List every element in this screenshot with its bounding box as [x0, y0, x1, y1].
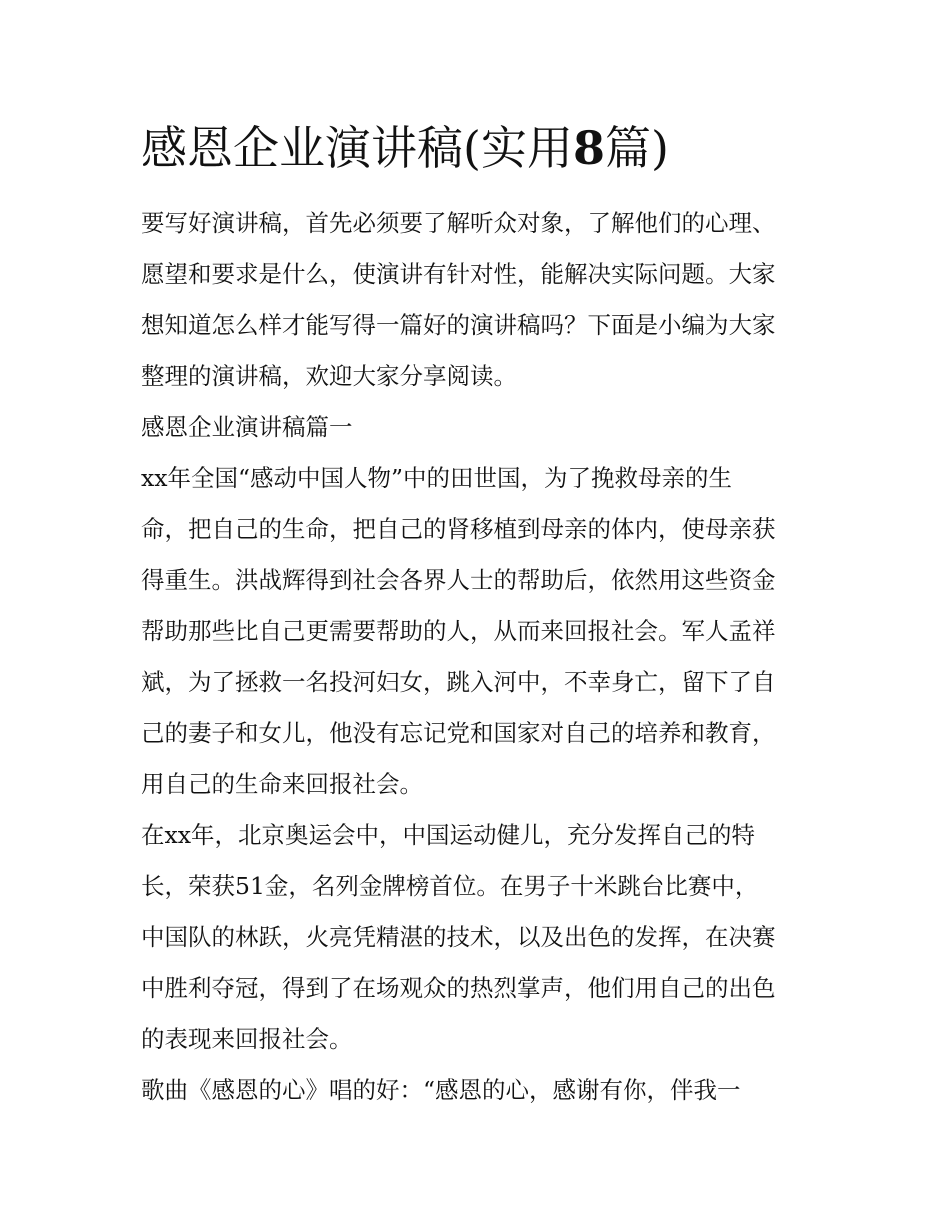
- section-heading: 感恩企业演讲稿篇一: [141, 413, 353, 441]
- text-line: 用自己的生命来回报社会。: [141, 770, 423, 798]
- text-line: 愿望和要求是什么，使演讲有针对性，能解决实际问题。大家: [141, 260, 776, 288]
- text-line: 中胜利夺冠，得到了在场观众的热烈掌声，他们用自己的出色: [141, 974, 776, 1002]
- document-text: [141, 198, 821, 1116]
- text-line: 歌曲《感恩的心》唱的好：“感恩的心，感谢有你，伴我一: [141, 1076, 741, 1104]
- title-text: 感恩企业演讲稿(实用: [141, 121, 573, 175]
- title-suffix: 篇): [604, 121, 669, 175]
- text-line: xx年全国“感动中国人物”中的田世国，为了挽救母亲的生: [141, 464, 733, 492]
- text-line: 得重生。洪战辉得到社会各界人士的帮助后，依然用这些资金: [141, 566, 776, 594]
- text-line: 在xx年，北京奥运会中，中国运动健儿，充分发挥自己的特: [141, 821, 756, 849]
- document-title: [141, 112, 821, 184]
- text-line: 斌，为了拯救一名投河妇女，跳入河中，不幸身亡，留下了自: [141, 668, 776, 696]
- text-line: 整理的演讲稿，欢迎大家分享阅读。: [141, 362, 517, 390]
- text-line: 想知道怎么样才能写得一篇好的演讲稿吗？下面是小编为大家: [141, 311, 776, 339]
- text-line: 己的妻子和女儿，他没有忘记党和国家对自己的培养和教育，: [141, 719, 776, 747]
- text-line: 长，荣获51金，名列金牌榜首位。在男子十米跳台比赛中，: [141, 872, 759, 900]
- text-line: 中国队的林跃，火亮凭精湛的技术，以及出色的发挥，在决赛: [141, 923, 776, 951]
- title-number: 8: [572, 121, 605, 175]
- text-line: 的表现来回报社会。: [141, 1025, 353, 1053]
- text-line: 命，把自己的生命，把自己的肾移植到母亲的体内，使母亲获: [141, 515, 776, 543]
- document-body: [141, 112, 821, 1116]
- text-line: 要写好演讲稿，首先必须要了解听众对象，了解他们的心理、: [141, 209, 776, 237]
- text-line: 帮助那些比自己更需要帮助的人，从而来回报社会。军人孟祥: [141, 617, 776, 645]
